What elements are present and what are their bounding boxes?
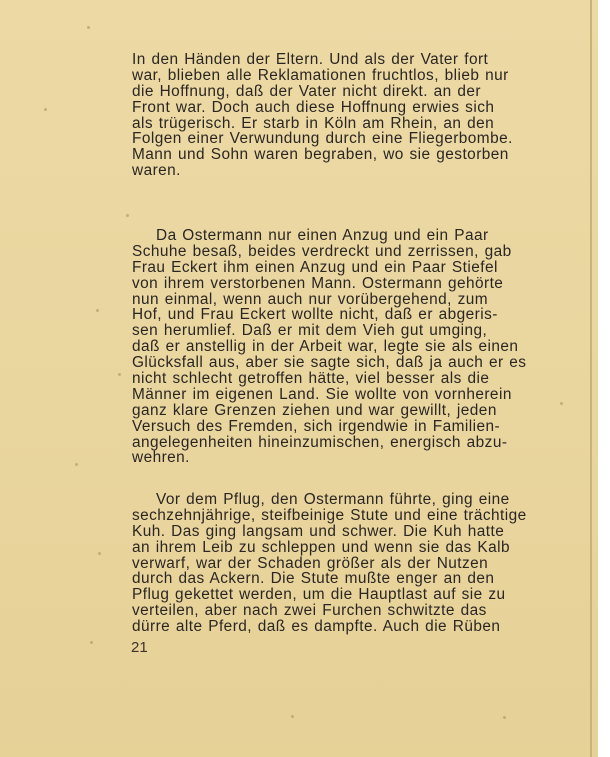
text-line: dürre alte Pferd, daß es dampfte. Auch die Rüben: [132, 618, 501, 636]
text-line: verwarf, war der Schaden größer als der Nutzen: [132, 554, 489, 572]
paper-speck: [90, 641, 93, 644]
text-line: war, blieben alle Reklamationen fruchtlos, blieb nur: [132, 66, 509, 84]
text-line: daß er anstellig in der Arbeit war, legte sie als einen: [132, 338, 519, 356]
text-line: Mann und Sohn waren begraben, wo sie gestorben: [132, 146, 509, 164]
text-line: Versuch des Fremden, sich irgendwie in Familien-: [132, 417, 501, 435]
text-line: Männer im eigenen Land. Sie wollte von vornherein: [132, 385, 512, 403]
text-line: sechzehnjährige, steifbeinige Stute und eine trächtige: [132, 506, 527, 524]
text-line: von ihrem verstorbenen Mann. Ostermann gehörte: [132, 274, 504, 292]
page-edge: [590, 0, 592, 757]
paragraph-2: [132, 228, 582, 466]
text-line: nicht schlecht getroffen hätte, viel besser als die: [132, 370, 490, 388]
paper-speck: [560, 402, 563, 405]
text-line: durch das Ackern. Die Stute mußte enger an den: [132, 570, 495, 588]
text-line: Hof, und Frau Eckert wollte nicht, daß er abgeris-: [132, 306, 498, 324]
text-line: Front war. Doch auch diese Hoffnung erwies sich: [132, 98, 495, 116]
text-line: verteilen, aber nach zwei Furchen schwitzte das: [132, 602, 487, 620]
text-line: waren.: [132, 162, 181, 180]
paper-speck: [87, 26, 90, 29]
text-line: In den Händen der Eltern. Und als der Vater fort: [132, 51, 489, 68]
text-line: Folgen einer Verwundung durch eine Fliegerbombe.: [132, 130, 513, 148]
paragraph-1: [132, 52, 582, 179]
text-line: Pflug gekettet werden, um die Hauptlast auf sie zu: [132, 586, 506, 604]
text-line: Schuhe besaß, beides verdreckt und zerrissen, gab: [132, 242, 512, 260]
paper-speck: [126, 214, 129, 217]
paper-speck: [75, 463, 78, 466]
paragraph-3: [132, 492, 582, 635]
paper-speck: [96, 309, 99, 312]
paper-speck: [44, 108, 47, 111]
text-line: Kuh. Das ging langsam und schwer. Die Kuh hatte: [132, 522, 505, 540]
page-number: 21: [131, 639, 148, 656]
text-line: sen herumlief. Daß er mit dem Vieh gut umging,: [132, 322, 488, 340]
text-line: die Hoffnung, daß der Vater nicht direkt. an der: [132, 82, 481, 100]
text-line: wehren.: [132, 449, 190, 467]
text-line: Glücksfall aus, aber sie sagte sich, daß ja auch er es: [132, 354, 527, 372]
text-line: als trügerisch. Er starb in Köln am Rhein, an den: [132, 114, 495, 132]
paper-speck: [503, 716, 506, 719]
text-line: Vor dem Pflug, den Ostermann führte, ging eine: [156, 491, 510, 508]
text-line: Frau Eckert ihm einen Anzug und ein Paar Stiefel: [132, 258, 498, 276]
text-line: Da Ostermann nur einen Anzug und ein Paar: [156, 227, 489, 244]
text-line: ganz klare Grenzen ziehen und war gewillt, jeden: [132, 401, 497, 419]
text-line: an ihrem Leib zu schleppen und wenn sie das Kalb: [132, 538, 510, 556]
paper-speck: [98, 552, 101, 555]
text-line: angelegenheiten hineinzumischen, energisch abzu-: [132, 433, 508, 451]
paper-speck: [291, 715, 294, 718]
text-line: nun einmal, wenn auch nur vorübergehend, zum: [132, 290, 489, 308]
paper-speck: [118, 373, 121, 376]
